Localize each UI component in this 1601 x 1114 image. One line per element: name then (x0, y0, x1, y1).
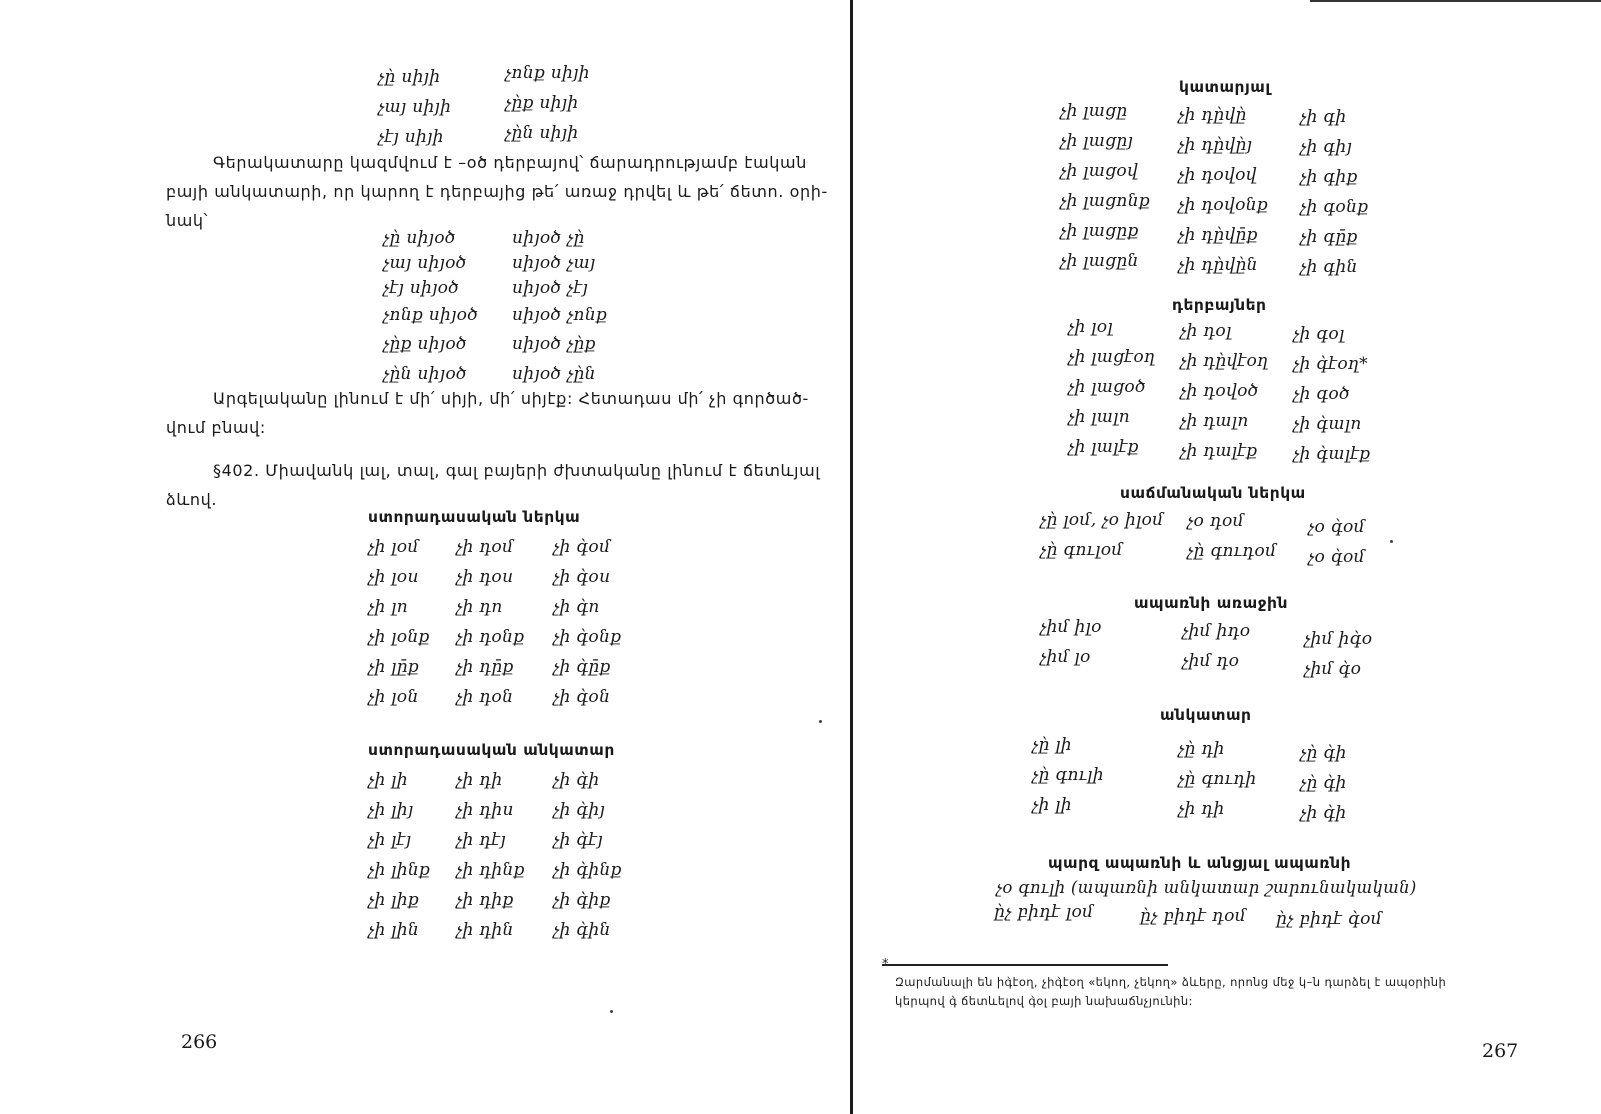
list-item: չի լացէօղ (1068, 347, 1156, 367)
section-heading: կատարյալ (1179, 78, 1271, 96)
list-item: չի լn (368, 597, 409, 617)
footnote-line: Զարմանալի են իգ̀էօղ, չիգ̀էօղ «եկող, չեկող» ձևերը, որոնց մեջ կ–ն դարձել է ապօրինի (895, 975, 1447, 989)
list-item: չէյ սիյօծ (383, 278, 460, 298)
list-item: չի գիյ (1300, 137, 1353, 157)
list-item: չի գ̀ին (553, 920, 611, 940)
list-item: չի գ̀իյ (553, 800, 606, 820)
list-item: չօ գ̀օմ (1308, 517, 1365, 537)
list-item: չի լալէք (1068, 437, 1139, 457)
list-item: սիյօծ չը̀ք (512, 334, 596, 354)
list-item: չի դի (1178, 799, 1225, 819)
list-item: չի լացօվ (1060, 161, 1139, 181)
list-item: չի գօնք (1300, 197, 1369, 217)
list-item: չի գ̀օն (553, 687, 611, 707)
list-item: չի դօմ (456, 537, 514, 557)
r-sec2-col-3 (1293, 319, 1370, 469)
sec2-col-2 (456, 765, 525, 945)
list-item: չի լօu (368, 567, 419, 587)
list-item: չի դէյ (456, 830, 506, 850)
footnote-line: կերպով գ̀ ճետևելով գ̀օլ բայի նախաճնչյունին: (895, 994, 1193, 1008)
list-item: չի գօծ (1293, 384, 1350, 404)
r-sec3-col-3 (1308, 512, 1365, 572)
paragraph-line: վում բնավ: (166, 418, 266, 437)
list-item: չը̀ք սիյօծ (383, 334, 467, 354)
speck (1390, 540, 1393, 543)
r-sec4-col-2 (1182, 616, 1250, 676)
list-item: սիյօծ չը̀ն (512, 364, 596, 384)
list-item: չի դիս (456, 800, 514, 820)
list-item: չի դին (456, 920, 514, 940)
list-item: չի դը̀վը̀ (1178, 105, 1247, 125)
list-item: չի դօվօվ (1178, 165, 1257, 185)
list-item: չի դը̀վը̀ն (1178, 255, 1258, 275)
footnote-mark: * (882, 957, 889, 972)
paragraph-line: §402. Միավանկ լալ, տալ, գալ բայերի ժխտականը լինում է ճետևյալ (213, 461, 821, 480)
list-item: չը̀ գուդօմ (1187, 541, 1277, 561)
sec2-col-1 (368, 765, 430, 945)
list-item: չի լացըք (1060, 221, 1139, 241)
list-item: չի լօմ (368, 537, 419, 557)
list-item: չի գը̄ք (1300, 227, 1358, 247)
paragraph-line: ձևով. (166, 490, 218, 509)
list-item: չի լիյ (368, 800, 414, 820)
list-item: չը̀ լի (1032, 735, 1072, 755)
paragraph-line: նակ՝ (166, 211, 209, 230)
list-item: չէյ սիյի (378, 127, 444, 147)
list-item: չոնք սիյօծ (383, 305, 479, 325)
r-sec3-col-1 (1040, 505, 1163, 565)
list-item: չի գ̀ալn (1293, 414, 1362, 434)
list-item: սիյօծ չոնք (512, 305, 608, 325)
oc-pairs-col-2 (512, 226, 607, 389)
list-item: չի դօվօնք (1178, 195, 1268, 215)
section-heading: ապառնի առաջին (1134, 594, 1288, 612)
list-item: չի լէյ (368, 830, 412, 850)
list-item: չի լի (1032, 795, 1072, 815)
list-item: չի դալէք (1180, 441, 1258, 461)
paragraph-line: Գերակատարը կազմվում է –օծ դերբայով՝ ճարադրությամբ էական (213, 153, 807, 172)
list-item: չի գ̀ալէք (1293, 444, 1371, 464)
list-item: չի գ̀ի (1300, 803, 1347, 823)
list-item: չի լօլ (1068, 317, 1113, 337)
list-item: չի գ̀էյ (553, 830, 603, 850)
list-item: ը̀չ բիդէ գ̀օմ (1276, 909, 1383, 929)
list-item: չի լացոնք (1060, 191, 1150, 211)
list-item: ը̀չ բիդէ դօմ (1140, 906, 1247, 926)
list-item: չի լինք (368, 860, 431, 880)
subline: չօ գուլի (ապառնի անկատար շարունակական) (996, 878, 1417, 897)
list-item: չի դը̀վը̄ք (1178, 225, 1258, 245)
top-pairs-col-1 (378, 62, 451, 152)
list-item: չի գ̀ինք (553, 860, 622, 880)
list-item: չը̀ գուլի (1032, 765, 1104, 785)
list-item: չի լօն (368, 687, 419, 707)
list-item: չը̀ գ̀ի (1300, 773, 1347, 793)
list-item: չը̀ն սիյօծ (383, 364, 467, 384)
sec1-col-1 (368, 532, 430, 712)
list-item: չի գօլ (1293, 324, 1345, 344)
r-sec5-col-2 (1178, 734, 1257, 824)
list-item: չը̀ սիյի (378, 67, 441, 87)
list-item: չիմ իգ̀օ (1304, 629, 1373, 649)
section-heading: սաճմանական ներկա (1120, 484, 1306, 502)
page-number: 267 (1482, 1040, 1519, 1062)
paragraph-line: բայի անկատարի, որ կարող է դերբայից թե՛ առաջ դրվել և թե՛ ճետո. օրի- (166, 182, 828, 201)
list-item: չիմ լօ (1040, 647, 1091, 667)
list-item: չը̀ գ̀ի (1300, 743, 1347, 763)
section-heading: ստորադասական ներկա (368, 508, 581, 526)
oc-pairs-col-1 (383, 226, 478, 389)
top-pairs-col-2 (505, 58, 590, 148)
page-number: 266 (181, 1031, 218, 1053)
sec2-col-3 (553, 765, 622, 945)
list-item: չի դը̀վը̀յ (1178, 135, 1253, 155)
list-item: չի դիք (456, 890, 514, 910)
list-item: սիյօծ չը̀ (512, 228, 585, 248)
list-item: չի լացըյ (1060, 131, 1134, 151)
list-item: չի դn (456, 597, 503, 617)
list-item: չի դալn (1180, 411, 1249, 431)
list-item: չի դի (456, 770, 503, 790)
list-item: չի լի (368, 770, 408, 790)
list-item: չի գ̀ի (553, 770, 600, 790)
list-item: չիմ գ̀օ (1304, 659, 1362, 679)
list-item: սիյօծ չայ (512, 253, 596, 273)
list-item: չի դօն (456, 687, 514, 707)
list-item: չի լացը (1060, 101, 1128, 121)
list-item: չի գ̀օմ (553, 537, 611, 557)
list-item: չը̀ գուլօմ (1040, 540, 1123, 560)
r-sec2-col-2 (1180, 316, 1268, 466)
list-item: չի լը̄ք (368, 657, 419, 677)
speck (819, 720, 822, 723)
r-sec5-col-3 (1300, 738, 1347, 828)
list-item: չի գ̀ը̄ք (553, 657, 611, 677)
list-item: չի լօնք (368, 627, 430, 647)
list-item: չի գ̀n (553, 597, 600, 617)
list-item: չի դօվօծ (1180, 381, 1259, 401)
list-item: չի դինք (456, 860, 525, 880)
list-item: չի գ̀էօղ* (1293, 354, 1368, 374)
list-item: չի դօu (456, 567, 514, 587)
r-sec4-col-3 (1304, 624, 1372, 684)
list-item: չի լացօծ (1068, 377, 1146, 397)
speck (610, 1010, 613, 1013)
list-item: չի դօնք (456, 627, 525, 647)
list-item: չիմ դօ (1182, 651, 1240, 671)
section-heading: անկատար (1160, 706, 1252, 724)
list-item: չը̀ք սիյի (505, 93, 579, 113)
list-item: չի գի (1300, 107, 1347, 127)
list-item: չայ սիյօծ (383, 253, 467, 273)
sec1-col-2 (456, 532, 524, 712)
r-sec2-col-1 (1068, 312, 1155, 462)
section-heading: դերբայներ (1172, 296, 1267, 314)
list-item: չի լիք (368, 890, 419, 910)
list-item: չի լացըն (1060, 251, 1139, 271)
list-item: չի դօլ (1180, 321, 1232, 341)
list-item: չի լին (368, 920, 419, 940)
r-sec5-col-1 (1032, 730, 1104, 820)
sec1-col-3 (553, 532, 621, 712)
list-item: ը̀չ բիդէ լօմ (994, 902, 1094, 922)
list-item: չիմ իլօ (1040, 617, 1102, 637)
list-item: չի գ̀օնք (553, 627, 622, 647)
list-item: չը̀ն սիյի (505, 123, 579, 143)
list-item: չի գ̀օu (553, 567, 611, 587)
list-item: չի դը̄ք (456, 657, 514, 677)
list-item: չը̀ դի (1178, 739, 1225, 759)
list-item: չոնք սիյի (505, 63, 590, 83)
r-sec4-col-1 (1040, 612, 1102, 672)
section-heading: ստորադասական անկատար (368, 741, 615, 759)
list-item: չը̀ գուդի (1178, 769, 1257, 789)
list-item: չը̀ սիյօծ (383, 228, 456, 248)
list-item: չիմ իդօ (1182, 621, 1251, 641)
footnote-rule (882, 964, 1168, 966)
list-item: չի գին (1300, 257, 1358, 277)
right-page (852, 0, 1601, 1114)
list-item: չայ սիյի (378, 97, 452, 117)
r-sec1-col-1 (1060, 96, 1150, 276)
list-item: չի գիք (1300, 167, 1358, 187)
list-item: չը̀ լօմ, չօ իլօմ (1040, 510, 1164, 530)
paragraph-line: Արգելականը լինում է մի՛ սիյի, մի՛ սիյէք: Հետադաս մի՛ չի գործած- (213, 389, 809, 408)
list-item: սիյօծ չէյ (512, 278, 589, 298)
list-item: չօ դօմ (1187, 511, 1244, 531)
r-sec3-col-2 (1187, 506, 1276, 566)
list-item: չի գ̀իք (553, 890, 611, 910)
r-sec1-col-2 (1178, 100, 1268, 280)
list-item: չօ գ̀օմ (1308, 547, 1365, 567)
list-item: չի դը̀վէօղ (1180, 351, 1269, 371)
list-item: չի լալn (1068, 407, 1130, 427)
section-heading: պարզ ապառնի և անցյալ ապառնի (1048, 854, 1352, 872)
r-sec1-col-3 (1300, 102, 1368, 282)
